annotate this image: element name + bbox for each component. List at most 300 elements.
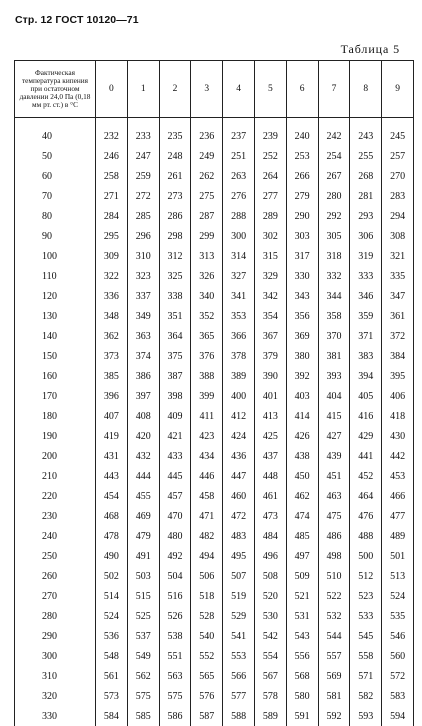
table-cell: 588 (223, 706, 255, 726)
table-cell: 306 (350, 226, 382, 246)
table-cell: 333 (350, 266, 382, 286)
table-cell: 433 (159, 446, 191, 466)
table-cell: 330 (286, 266, 318, 286)
table-cell: 370 (318, 326, 350, 346)
table-cell: 363 (127, 326, 159, 346)
table-cell: 379 (254, 346, 286, 366)
row-header: 110 (15, 266, 96, 286)
table-cell: 375 (159, 346, 191, 366)
table-row (15, 466, 414, 486)
table-cell: 508 (254, 566, 286, 586)
table-cell: 259 (127, 166, 159, 186)
table-cell: 563 (159, 666, 191, 686)
table-cell: 572 (382, 666, 414, 686)
table-cell: 594 (382, 706, 414, 726)
row-header: 130 (15, 306, 96, 326)
table-cell: 454 (96, 486, 128, 506)
table-row (15, 666, 414, 686)
table-cell: 444 (127, 466, 159, 486)
table-cell: 474 (286, 506, 318, 526)
table-row (15, 166, 414, 186)
table-cell: 318 (318, 246, 350, 266)
table-cell: 565 (191, 666, 223, 686)
table-cell: 589 (254, 706, 286, 726)
table-cell: 441 (350, 446, 382, 466)
table-row (15, 626, 414, 646)
table-cell: 545 (350, 626, 382, 646)
table-cell: 486 (318, 526, 350, 546)
page-header: Стр. 12 ГОСТ 10120—71 (15, 14, 139, 26)
table-cell: 371 (350, 326, 382, 346)
table-cell: 491 (127, 546, 159, 566)
table-row (15, 606, 414, 626)
table-cell: 286 (159, 206, 191, 226)
table-cell: 553 (223, 646, 255, 666)
table-cell: 532 (318, 606, 350, 626)
column-header: 7 (318, 61, 350, 118)
table-cell: 461 (254, 486, 286, 506)
table-cell: 369 (286, 326, 318, 346)
table-cell: 495 (223, 546, 255, 566)
table-row (15, 246, 414, 266)
table-row (15, 326, 414, 346)
table-cell: 392 (286, 366, 318, 386)
row-header: 140 (15, 326, 96, 346)
table-cell: 380 (286, 346, 318, 366)
table-cell: 378 (223, 346, 255, 366)
table-cell: 388 (191, 366, 223, 386)
table-cell: 365 (191, 326, 223, 346)
table-cell: 526 (159, 606, 191, 626)
table-cell: 276 (223, 186, 255, 206)
table-row (15, 118, 414, 147)
table-cell: 421 (159, 426, 191, 446)
table-cell: 569 (318, 666, 350, 686)
table-row (15, 346, 414, 366)
table-row (15, 566, 414, 586)
table-cell: 240 (286, 118, 318, 147)
table-cell: 480 (159, 526, 191, 546)
header-row (15, 61, 414, 118)
row-header: 260 (15, 566, 96, 586)
table-cell: 529 (223, 606, 255, 626)
table-cell: 442 (382, 446, 414, 466)
table-cell: 423 (191, 426, 223, 446)
table-cell: 242 (318, 118, 350, 147)
table-cell: 367 (254, 326, 286, 346)
table-cell: 341 (223, 286, 255, 306)
table-cell: 394 (350, 366, 382, 386)
row-header: 160 (15, 366, 96, 386)
table-cell: 309 (96, 246, 128, 266)
table-cell: 471 (191, 506, 223, 526)
table-cell: 248 (159, 146, 191, 166)
table-cell: 366 (223, 326, 255, 346)
table-cell: 519 (223, 586, 255, 606)
table-cell: 483 (223, 526, 255, 546)
column-header: 6 (286, 61, 318, 118)
table-row (15, 486, 414, 506)
table-cell: 477 (382, 506, 414, 526)
row-header: 220 (15, 486, 96, 506)
table-cell: 573 (96, 686, 128, 706)
row-header: 190 (15, 426, 96, 446)
table-cell: 372 (382, 326, 414, 346)
table-cell: 478 (96, 526, 128, 546)
table-cell: 295 (96, 226, 128, 246)
table-cell: 537 (127, 626, 159, 646)
table-cell: 531 (286, 606, 318, 626)
row-header: 90 (15, 226, 96, 246)
table-cell: 398 (159, 386, 191, 406)
table-row (15, 406, 414, 426)
column-header: 2 (159, 61, 191, 118)
table-cell: 325 (159, 266, 191, 286)
column-header: 9 (382, 61, 414, 118)
table-cell: 434 (191, 446, 223, 466)
table-cell: 510 (318, 566, 350, 586)
table-cell: 289 (254, 206, 286, 226)
table-cell: 406 (382, 386, 414, 406)
table-cell: 455 (127, 486, 159, 506)
table-cell: 387 (159, 366, 191, 386)
table-cell: 257 (382, 146, 414, 166)
table-cell: 476 (350, 506, 382, 526)
table-row (15, 306, 414, 326)
table-cell: 566 (223, 666, 255, 686)
table-cell: 554 (254, 646, 286, 666)
row-header: 100 (15, 246, 96, 266)
table-cell: 233 (127, 118, 159, 147)
table-cell: 484 (254, 526, 286, 546)
table-cell: 424 (223, 426, 255, 446)
table-cell: 540 (191, 626, 223, 646)
table-cell: 593 (350, 706, 382, 726)
table-cell: 512 (350, 566, 382, 586)
table-cell: 312 (159, 246, 191, 266)
table-cell: 538 (159, 626, 191, 646)
table-cell: 271 (96, 186, 128, 206)
table-cell: 308 (382, 226, 414, 246)
table-cell: 400 (223, 386, 255, 406)
table-cell: 430 (382, 426, 414, 446)
table-cell: 362 (96, 326, 128, 346)
table-cell: 420 (127, 426, 159, 446)
row-header: 330 (15, 706, 96, 726)
table-cell: 585 (127, 706, 159, 726)
table-cell: 275 (191, 186, 223, 206)
table-cell: 273 (159, 186, 191, 206)
table-cell: 536 (96, 626, 128, 646)
table-cell: 453 (382, 466, 414, 486)
table-cell: 436 (223, 446, 255, 466)
table-cell: 263 (223, 166, 255, 186)
table-cell: 470 (159, 506, 191, 526)
table-cell: 354 (254, 306, 286, 326)
column-header: 5 (254, 61, 286, 118)
table-cell: 356 (286, 306, 318, 326)
table-cell: 342 (254, 286, 286, 306)
table-cell: 451 (318, 466, 350, 486)
table-cell: 426 (286, 426, 318, 446)
table-cell: 393 (318, 366, 350, 386)
table-cell: 504 (159, 566, 191, 586)
table-cell: 498 (318, 546, 350, 566)
table-cell: 485 (286, 526, 318, 546)
table-cell: 463 (318, 486, 350, 506)
table-cell: 239 (254, 118, 286, 147)
table-cell: 386 (127, 366, 159, 386)
row-header: 200 (15, 446, 96, 466)
table-cell: 353 (223, 306, 255, 326)
table-cell: 581 (318, 686, 350, 706)
table-cell: 332 (318, 266, 350, 286)
table-cell: 401 (254, 386, 286, 406)
table-cell: 352 (191, 306, 223, 326)
table-cell: 302 (254, 226, 286, 246)
table-cell: 383 (350, 346, 382, 366)
table-cell: 525 (127, 606, 159, 626)
table-cell: 285 (127, 206, 159, 226)
table-cell: 403 (286, 386, 318, 406)
table-cell: 348 (96, 306, 128, 326)
row-header: 230 (15, 506, 96, 526)
table-cell: 457 (159, 486, 191, 506)
table-cell: 300 (223, 226, 255, 246)
table-cell: 413 (254, 406, 286, 426)
table-cell: 560 (382, 646, 414, 666)
table-cell: 335 (382, 266, 414, 286)
table-cell: 351 (159, 306, 191, 326)
table-cell: 253 (286, 146, 318, 166)
table-cell: 429 (350, 426, 382, 446)
table-cell: 469 (127, 506, 159, 526)
table-row (15, 286, 414, 306)
table-cell: 544 (318, 626, 350, 646)
table-cell: 399 (191, 386, 223, 406)
table-row (15, 526, 414, 546)
table-cell: 376 (191, 346, 223, 366)
table-cell: 489 (382, 526, 414, 546)
table-cell: 280 (318, 186, 350, 206)
table-cell: 415 (318, 406, 350, 426)
table-cell: 293 (350, 206, 382, 226)
row-header: 250 (15, 546, 96, 566)
table-row (15, 226, 414, 246)
table-cell: 524 (382, 586, 414, 606)
column-header: 3 (191, 61, 223, 118)
table-cell: 468 (96, 506, 128, 526)
table-row (15, 206, 414, 226)
row-header: 60 (15, 166, 96, 186)
table-cell: 516 (159, 586, 191, 606)
table-cell: 466 (382, 486, 414, 506)
table-cell: 251 (223, 146, 255, 166)
table-cell: 298 (159, 226, 191, 246)
row-header: 310 (15, 666, 96, 686)
table-row (15, 366, 414, 386)
table-cell: 412 (223, 406, 255, 426)
table-cell: 416 (350, 406, 382, 426)
table-cell: 446 (191, 466, 223, 486)
table-cell: 541 (223, 626, 255, 646)
row-header: 180 (15, 406, 96, 426)
table-row (15, 706, 414, 726)
table-cell: 482 (191, 526, 223, 546)
table-cell: 319 (350, 246, 382, 266)
table-cell: 583 (382, 686, 414, 706)
row-header: 50 (15, 146, 96, 166)
row-header: 280 (15, 606, 96, 626)
table-cell: 561 (96, 666, 128, 686)
table-cell: 543 (286, 626, 318, 646)
table-cell: 395 (382, 366, 414, 386)
table-row (15, 426, 414, 446)
table-row (15, 646, 414, 666)
table-cell: 551 (159, 646, 191, 666)
table-row (15, 266, 414, 286)
table-cell: 349 (127, 306, 159, 326)
table-cell: 381 (318, 346, 350, 366)
table-cell: 267 (318, 166, 350, 186)
table-caption: Таблица 5 (341, 42, 400, 57)
table-cell: 549 (127, 646, 159, 666)
row-header: 210 (15, 466, 96, 486)
table-cell: 321 (382, 246, 414, 266)
table-cell: 548 (96, 646, 128, 666)
table-cell: 524 (96, 606, 128, 626)
row-header: 170 (15, 386, 96, 406)
table-cell: 405 (350, 386, 382, 406)
table-cell: 346 (350, 286, 382, 306)
table-cell: 533 (350, 606, 382, 626)
table-cell: 338 (159, 286, 191, 306)
row-header: 80 (15, 206, 96, 226)
table-cell: 344 (318, 286, 350, 306)
table-cell: 409 (159, 406, 191, 426)
table-cell: 514 (96, 586, 128, 606)
table-cell: 591 (286, 706, 318, 726)
row-header: 150 (15, 346, 96, 366)
table-cell: 336 (96, 286, 128, 306)
table-cell: 460 (223, 486, 255, 506)
table-cell: 462 (286, 486, 318, 506)
table-cell: 299 (191, 226, 223, 246)
table-cell: 458 (191, 486, 223, 506)
table-cell: 414 (286, 406, 318, 426)
table-cell: 567 (254, 666, 286, 686)
table-cell: 232 (96, 118, 128, 147)
column-header: 0 (96, 61, 128, 118)
table-cell: 262 (191, 166, 223, 186)
table-cell: 443 (96, 466, 128, 486)
table-cell: 496 (254, 546, 286, 566)
table-cell: 284 (96, 206, 128, 226)
row-header: 270 (15, 586, 96, 606)
table-cell: 523 (350, 586, 382, 606)
table-cell: 507 (223, 566, 255, 586)
table-cell: 479 (127, 526, 159, 546)
table-cell: 245 (382, 118, 414, 147)
table-cell: 374 (127, 346, 159, 366)
table-cell: 287 (191, 206, 223, 226)
table-cell: 266 (286, 166, 318, 186)
table-cell: 358 (318, 306, 350, 326)
table-cell: 313 (191, 246, 223, 266)
table-cell: 432 (127, 446, 159, 466)
table-cell: 447 (223, 466, 255, 486)
table-cell: 411 (191, 406, 223, 426)
table-cell: 247 (127, 146, 159, 166)
row-header: 40 (15, 118, 96, 147)
table-cell: 452 (350, 466, 382, 486)
table-cell: 407 (96, 406, 128, 426)
table-cell: 254 (318, 146, 350, 166)
table-cell: 586 (159, 706, 191, 726)
table-cell: 571 (350, 666, 382, 686)
table-cell: 515 (127, 586, 159, 606)
table-cell: 464 (350, 486, 382, 506)
table-row (15, 686, 414, 706)
table-cell: 450 (286, 466, 318, 486)
table-cell: 490 (96, 546, 128, 566)
table-cell: 390 (254, 366, 286, 386)
table-cell: 521 (286, 586, 318, 606)
row-header: 290 (15, 626, 96, 646)
table-cell: 582 (350, 686, 382, 706)
table-cell: 340 (191, 286, 223, 306)
table-cell: 503 (127, 566, 159, 586)
table-cell: 502 (96, 566, 128, 586)
table-cell: 558 (350, 646, 382, 666)
table-cell: 303 (286, 226, 318, 246)
table-cell: 317 (286, 246, 318, 266)
row-header: 120 (15, 286, 96, 306)
table-cell: 327 (223, 266, 255, 286)
table-cell: 575 (159, 686, 191, 706)
table-row (15, 446, 414, 466)
table-cell: 373 (96, 346, 128, 366)
column-header: 1 (127, 61, 159, 118)
table-cell: 475 (318, 506, 350, 526)
table-cell: 418 (382, 406, 414, 426)
row-header: 320 (15, 686, 96, 706)
table-cell: 557 (318, 646, 350, 666)
corner-header: Фактическая температура кипения при остаточном давлении 24,0 Па (0,18 мм рт. ст.) в °C (15, 61, 96, 118)
table-cell: 361 (382, 306, 414, 326)
table-cell: 281 (350, 186, 382, 206)
table-cell: 385 (96, 366, 128, 386)
table-cell: 592 (318, 706, 350, 726)
table-cell: 270 (382, 166, 414, 186)
table-cell: 425 (254, 426, 286, 446)
table-cell: 359 (350, 306, 382, 326)
table-cell: 243 (350, 118, 382, 147)
table-cell: 528 (191, 606, 223, 626)
table-cell: 237 (223, 118, 255, 147)
table-cell: 397 (127, 386, 159, 406)
table-cell: 576 (191, 686, 223, 706)
table-cell: 264 (254, 166, 286, 186)
table-body (15, 118, 414, 726)
table-cell: 364 (159, 326, 191, 346)
table-cell: 497 (286, 546, 318, 566)
row-header: 240 (15, 526, 96, 546)
table-cell: 252 (254, 146, 286, 166)
table-cell: 439 (318, 446, 350, 466)
table-cell: 577 (223, 686, 255, 706)
table-cell: 310 (127, 246, 159, 266)
